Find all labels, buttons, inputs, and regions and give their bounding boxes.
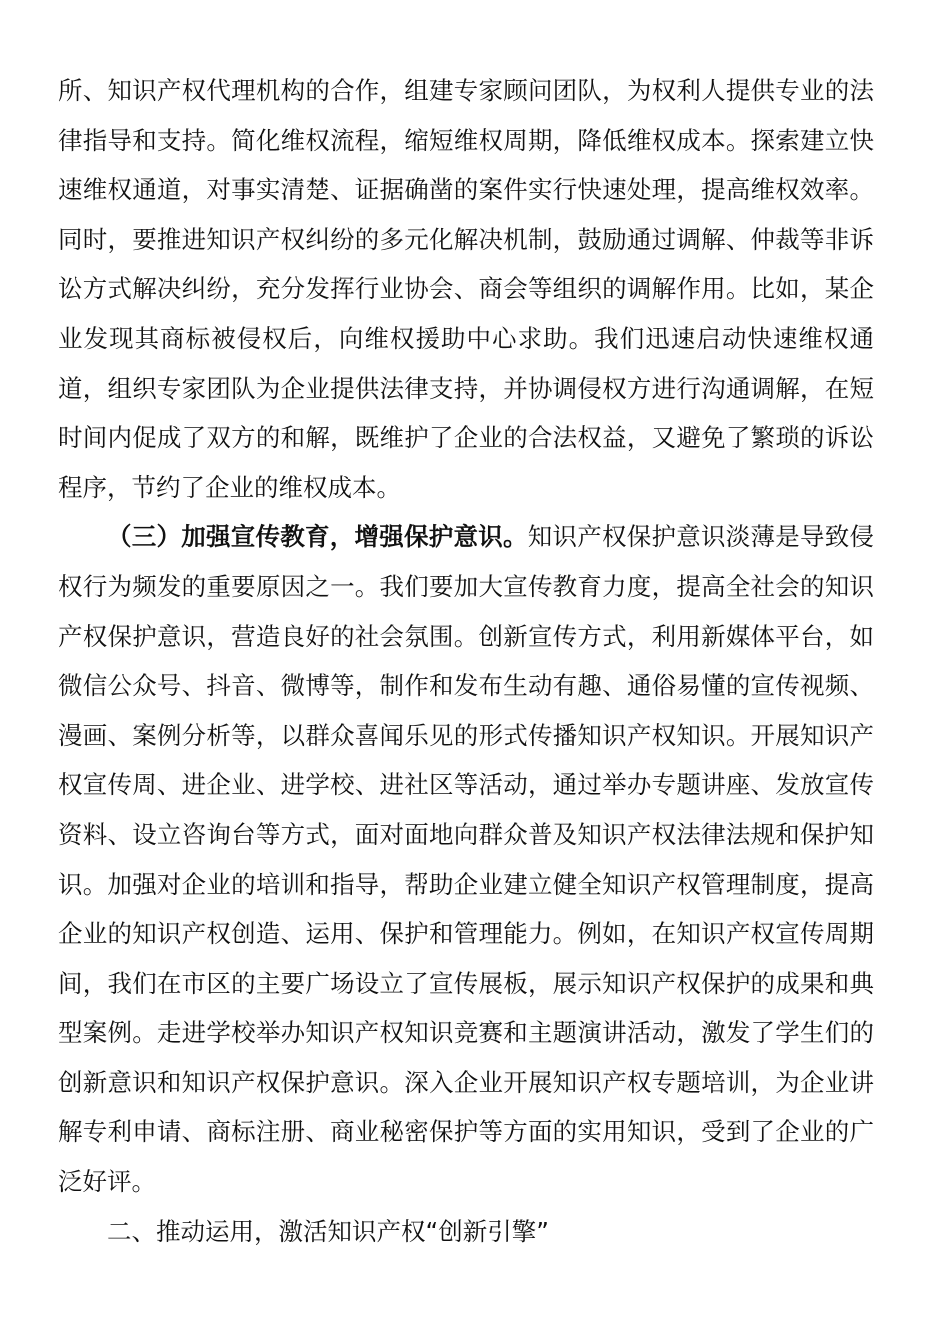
subheading-publicity-education: （三）加强宣传教育，增强保护意识。 [107, 522, 528, 552]
document-page [58, 66, 874, 1256]
paragraph-publicity-education [58, 512, 874, 1206]
paragraph-body: 知识产权保护意识淡薄是导致侵权行为频发的重要原因之一。我们要加大宣传教育力度，提高全社会的知识产权保护意识，营造良好的社会氛围。创新宣传方式，利用新媒体平台，如微信公众号、抖音、微博等，制作和发布生动有趣、通俗易懂的宣传视频、漫画、案例分析等，以群众喜闻乐见的形式传播知识产权知识。开展知识产权宣传周、进企业、进学校、进社区等活动，通过举办专题讲座、发放宣传资料、设立咨询台等方式，面对面地向群众普及知识产权法律法规和保护知识。加强对企业的培训和指导，帮助企业建立健全知识产权管理制度，提高企业的知识产权创造、运用、保护和管理能力。例如，在知识产权宣传周期间，我们在市区的主要广场设立了宣传展板，展示知识产权保护的成果和典型案例。走进学校举办知识产权知识竞赛和主题演讲活动，激发了学生们的创新意识和知识产权保护意识。深入企业开展知识产权专题培训，为企业讲解专利申请、商标注册、商业秘密保护等方面的实用知识，受到了企业的广泛好评。 [58, 522, 874, 1197]
paragraph-continuation: 所、知识产权代理机构的合作，组建专家顾问团队，为权利人提供专业的法律指导和支持。简化维权流程，缩短维权周期，降低维权成本。探索建立快速维权通道，对事实清楚、证据确凿的案件实行快速处理，提高维权效率。同时，要推进知识产权纠纷的多元化解决机制，鼓励通过调解、仲裁等非诉讼方式解决纠纷，充分发挥行业协会、商会等组织的调解作用。比如，某企业发现其商标被侵权后，向维权援助中心求助。我们迅速启动快速维权通道，组织专家团队为企业提供法律支持，并协调侵权方进行沟通调解，在短时间内促成了双方的和解，既维护了企业的合法权益，又避免了繁琐的诉讼程序，节约了企业的维权成本。 [58, 76, 874, 502]
section-title: 二、推动运用，激活知识产权“创新引擎” [107, 1216, 549, 1246]
